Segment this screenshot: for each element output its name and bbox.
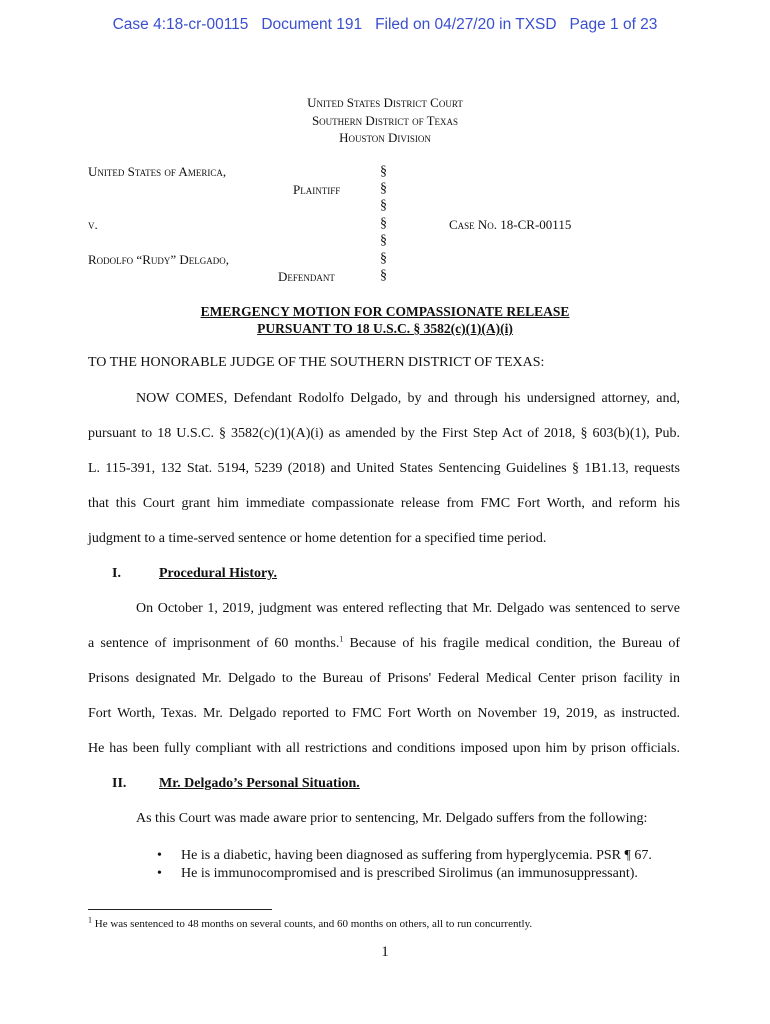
versus: v.: [88, 217, 98, 232]
body-text: Because of his fragile medical condition, the Bureau of: [343, 636, 681, 651]
section-symbol: §: [380, 268, 387, 283]
list-item-text: He is immunocompromised and is prescribed Sirolimus (an immunosuppressant).: [181, 866, 638, 881]
plaintiff-label: Plaintiff: [293, 182, 341, 197]
section-number: I.: [112, 566, 121, 581]
section-heading: [159, 566, 277, 582]
body-line: Prisons designated Mr. Delgado to the Bureau of Prisons' Federal Medical Center prison facility in: [88, 671, 680, 686]
list-item-text: He is a diabetic, having been diagnosed as suffering from hyperglycemia. PSR ¶ 67.: [181, 848, 652, 863]
section-symbol: §: [380, 251, 387, 266]
bullet-icon: •: [157, 866, 162, 881]
defendant-label: Defendant: [278, 269, 335, 284]
salutation: TO THE HONORABLE JUDGE OF THE SOUTHERN DISTRICT OF TEXAS:: [88, 355, 545, 370]
section-heading-text: Procedural History.: [159, 566, 277, 581]
section-symbol: §: [380, 181, 387, 196]
footnote: [88, 915, 533, 930]
plaintiff-name: United States of America,: [88, 164, 227, 179]
court-caption: [0, 94, 770, 147]
intro-line: pursuant to 18 U.S.C. § 3582(c)(1)(A)(i) as amended by the First Step Act of 2018, § 603(b)(1), Pub.: [88, 426, 680, 441]
motion-title: [0, 303, 770, 337]
case-number: Case No. 18-CR-00115: [449, 217, 572, 232]
court-division: Houston Division: [339, 130, 431, 145]
section-symbol: §: [380, 216, 387, 231]
list-item: [157, 848, 652, 864]
section-number: II.: [112, 776, 127, 791]
footnote-reference: 1: [339, 634, 344, 644]
defendant-name: Rodolfo “Rudy” Delgado,: [88, 252, 230, 267]
body-line: Fort Worth, Texas. Mr. Delgado reported to FMC Fort Worth on November 19, 2019, as instructed.: [88, 706, 680, 721]
motion-title-line2: PURSUANT TO 18 U.S.C. § 3582(c)(1)(A)(i): [257, 321, 513, 336]
list-item: [157, 866, 638, 882]
footnote-text: He was sentenced to 48 months on several counts, and 60 months on others, all to run concurrently.: [92, 918, 533, 930]
body-line: On October 1, 2019, judgment was entered reflecting that Mr. Delgado was sentenced to serve: [136, 601, 680, 616]
page-number: 1: [381, 944, 389, 960]
bullet-icon: •: [157, 848, 162, 863]
section-symbol: §: [380, 233, 387, 248]
intro-line: NOW COMES, Defendant Rodolfo Delgado, by and through his undersigned attorney, and,: [136, 391, 680, 406]
body-text: a sentence of imprisonment of 60 months.: [88, 636, 340, 651]
footnote-divider: [88, 909, 272, 910]
court-name: United States District Court: [307, 95, 463, 110]
intro-line: L. 115-391, 132 Stat. 5194, 5239 (2018) and United States Sentencing Guidelines § 1B1.13, requests: [88, 461, 680, 476]
section-symbol: §: [380, 164, 387, 179]
section-symbol: §: [380, 198, 387, 213]
body-line: [88, 636, 680, 652]
body-line: He has been fully compliant with all restrictions and conditions imposed upon him by prison officials.: [88, 741, 680, 756]
body-line: As this Court was made aware prior to sentencing, Mr. Delgado suffers from the following:: [136, 811, 648, 826]
ecf-header-stamp: Case 4:18-cr-00115 Document 191 Filed on 04/27/20 in TXSD Page 1 of 23: [112, 16, 658, 33]
court-district: Southern District of Texas: [311, 112, 459, 128]
section-heading: [159, 776, 360, 792]
intro-line: that this Court grant him immediate compassionate release from FMC Fort Worth, and reform his: [88, 496, 680, 511]
intro-line: judgment to a time-served sentence or home detention for a specified time period.: [88, 531, 547, 546]
motion-title-line1: EMERGENCY MOTION FOR COMPASSIONATE RELEASE: [200, 304, 570, 319]
footnote-mark: 1: [88, 915, 92, 925]
section-heading-text: Mr. Delgado’s Personal Situation.: [159, 776, 360, 791]
